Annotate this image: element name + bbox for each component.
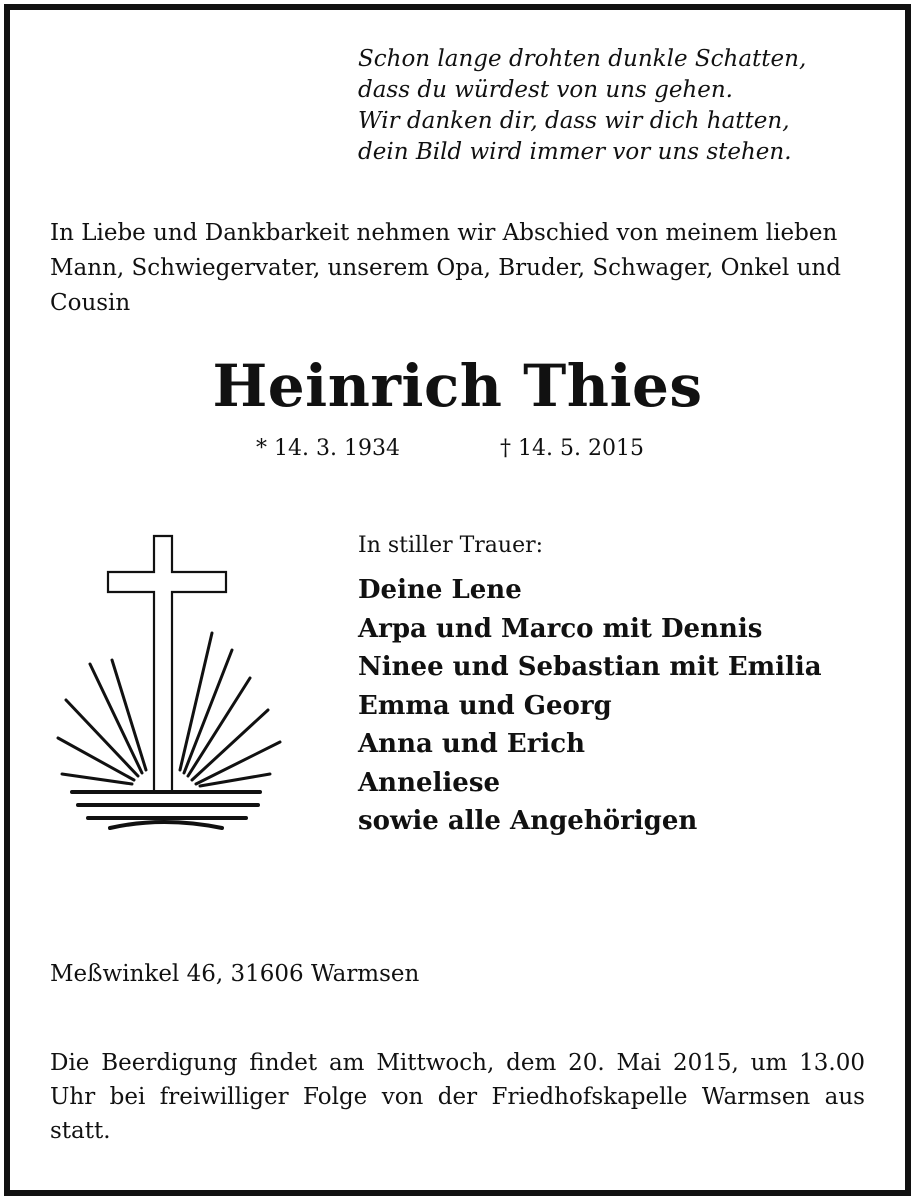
address: Meßwinkel 46, 31606 Warmsen <box>50 961 420 987</box>
cross-sunrise-icon <box>50 530 290 840</box>
mourner-name: Emma und Georg <box>358 690 612 721</box>
poem <box>358 44 878 168</box>
death-date: † 14. 5. 2015 <box>500 436 644 461</box>
mourner-name: Deine Lene <box>358 575 522 605</box>
intro-text: In Liebe und Dankbarkeit nehmen wir Abschied von meinem lieben Mann, Schwiegervater, unserem Opa, Bruder, Schwager, Onkel und Cousin <box>50 220 841 316</box>
deceased-name: Heinrich Thies <box>212 352 703 420</box>
birth-date: * 14. 3. 1934 <box>256 436 400 461</box>
funeral-info: Die Beerdigung findet am Mittwoch, dem 20. Mai 2015, um 13.00 Uhr bei freiwilliger Folge von der Friedhofskapelle Warmsen aus statt. <box>50 1050 865 1144</box>
mourning-label: In stiller Trauer: <box>358 533 544 558</box>
poem-line: dass du würdest von uns gehen. <box>358 77 733 103</box>
mourner-name: sowie alle Angehörigen <box>358 806 698 836</box>
mourner-name: Arpa und Marco mit Dennis <box>358 613 763 644</box>
mourner-name: Ninee und Sebastian mit Emilia <box>358 652 822 682</box>
poem-line: dein Bild wird immer vor uns stehen. <box>358 139 792 165</box>
poem-line: Schon lange drohten dunkle Schatten, <box>358 46 807 72</box>
mourner-list <box>358 571 822 841</box>
mourner-name: Anneliese <box>358 767 500 798</box>
mourner-name: Anna und Erich <box>358 729 586 759</box>
poem-line: Wir danken dir, dass wir dich hatten, <box>358 108 790 134</box>
